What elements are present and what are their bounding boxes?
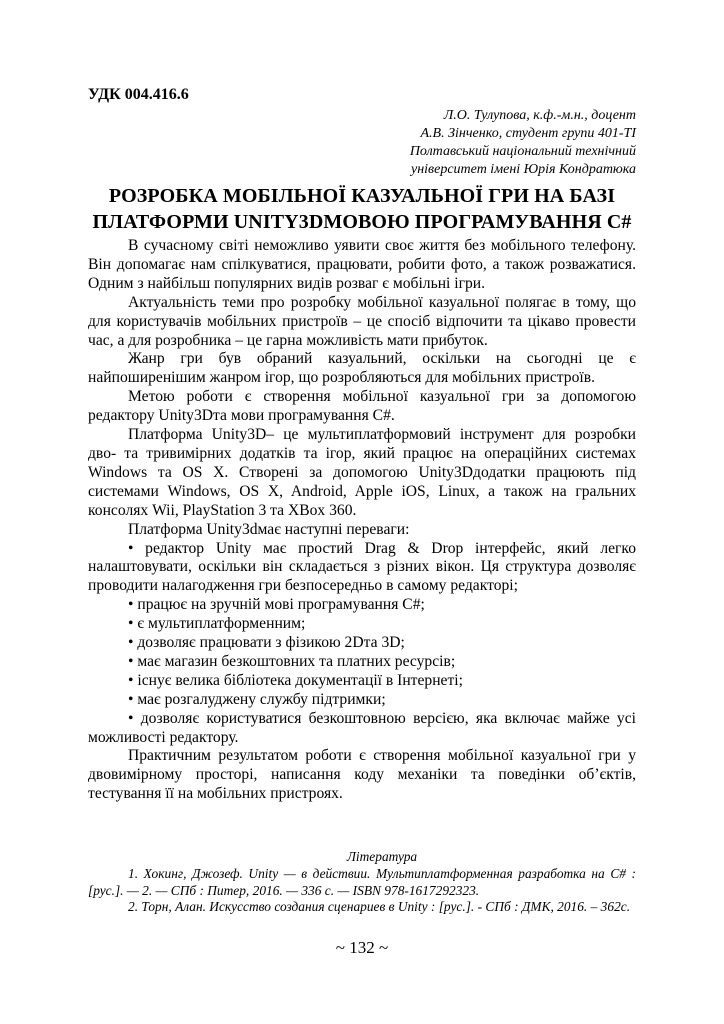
body-text [88, 237, 636, 804]
references-heading: Література [346, 849, 418, 864]
bullet-item: • працює на зручній мові програмування С#; [128, 596, 425, 614]
paragraph: Платформа Unity3D– це мультиплатформовий інструмент для розробки дво- та тривимірних додатків та ігор, який працює на операційних системах Windows та OS X. Створені за допомогою Unity3Dдодатки працюють під системами Windows, OS X, Android, Apple iOS, Linux, а також на гральних консолях Wii, PlayStation 3 та XBox 360. [88, 426, 636, 519]
paragraph: Актуальність теми про розробку мобільної казуальної полягає в тому, що для користувачів мобільних пристроїв – це спосіб відпочити та цікаво провести час, а для розробника – це гарна можливість мати прибуток. [88, 293, 636, 349]
author-block [410, 107, 636, 179]
udk-code: УДК 004.416.6 [88, 86, 189, 103]
paragraph: Жанр гри був обраний казуальний, оскільки на сьогодні це є найпоширенішим жанром ігор, що розробляються для мобільних пристроїв. [88, 350, 636, 387]
conclusion-paragraph: Практичним результатом роботи є створення мобільної казуальної гри у двовимірному просторі, написання коду механіки та поведінки об’єктів, тестування її на мобільних пристроях. [88, 747, 636, 803]
author-line: А.В. Зінченко, студент групи 401-ТІ [420, 126, 636, 141]
affiliation-line: університет імені Юрія Кондратюка [411, 162, 636, 177]
reference-item: 2. Торн, Алан. Искусство создания сценариев в Unity : [рус.]. - СПб : ДМК, 2016. – 362с. [128, 899, 631, 915]
bullet-item: • існує велика бібліотека документації в Інтернеті; [128, 671, 463, 689]
reference-item: 1. Хокинг, Джозеф. Unity — в действии. Мультиплатформенная разработка на C# : [рус.]. — 2. — СПб : Питер, 2016. — 336 с. — ISBN 978-1617292323. [88, 865, 636, 898]
bullet-item: • є мультиплатформенним; [128, 615, 306, 633]
references-section [88, 849, 636, 916]
bullet-item: • має розгалуджену службу підтримки; [128, 690, 386, 708]
paper-title: РОЗРОБКА МОБІЛЬНОЇ КАЗУАЛЬНОЇ ГРИ НА БАЗІ ПЛАТФОРМИ UNITY3DМОВОЮ ПРОГРАМУВАННЯ С# [92, 185, 632, 233]
page-number: ~ 132 ~ [335, 938, 389, 957]
bullet-item: • має магазин безкоштовних та платних ресурсів; [128, 652, 456, 670]
affiliation-line: Полтавський національний технічний [409, 144, 636, 159]
bullet-item: • дозволяє користуватися безкоштовною версією, яка включає майже усі можливості редактору. [88, 709, 636, 746]
bullet-item: • редактор Unity має простий Drag & Drop інтерфейс, який легко налаштовувати, оскільки він складається з різних вікон. Ця структура дозволяє проводити налагодження гри безпосередньо в самому редакторі; [88, 539, 636, 595]
bullet-item: • дозволяє працювати з фізикою 2Dта 3D; [128, 634, 405, 652]
paragraph: Платформа Unity3dмає наступні переваги: [128, 520, 410, 538]
paragraph: Метою роботи є створення мобільної казуальної гри за допомогою редактору Unity3Dта мови програмування С#. [88, 388, 636, 425]
paragraph: В сучасному світі неможливо уявити своє життя без мобільного телефону. Він допомагає нам спілкуватися, працювати, робити фото, а також розважатися. Одним з найбільш популярних видів розваг є мобільні ігри. [88, 237, 636, 292]
author-line: Л.О. Тулупова, к.ф.-м.н., доцент [443, 108, 636, 123]
